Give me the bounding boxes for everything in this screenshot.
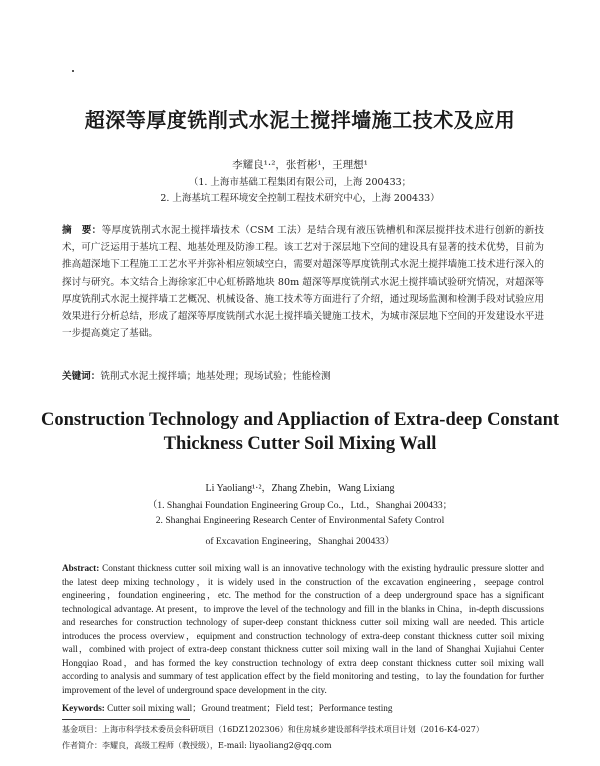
footnote-divider	[62, 719, 190, 720]
english-keywords-text: Cutter soil mixing wall；Ground treatment；Field test；Performance testing	[104, 703, 393, 713]
chinese-authors: 李耀良¹·²，张哲彬¹，王理想¹	[232, 159, 368, 171]
english-title-line-2: Thickness Cutter Soil Mixing Wall	[163, 434, 437, 454]
chinese-keywords	[62, 368, 544, 382]
chinese-keywords-label: 关键词：	[62, 371, 101, 382]
chinese-affiliation-1: （1. 上海市基础工程集团有限公司，上海 200433；	[188, 177, 412, 188]
english-abstract-text: Constant thickness cutter soil mixing wall is an innovative technology with the existing hydraulic pressure slotter and the latest deep mixing technology，it is widely used in the construction of the excavation engineering，seepage control engineering，foundation engineering，etc. The method for the construction of a deep underground space has a significant technological advantage. At present，to improve the level of the technology and fill in the blanks in China，in-depth discussions and researches for construction technology of super-deep constant thickness cutter soil mixing wall are needed. This article introduces the process overview，equipment and construction technology of extra-deep constant thickness cutter soil mixing wall，combined with project of extra-deep constant thickness cutter soil mixing wall in the land of Shanghai Xujiahui Center Hongqiao Road，and has formed the key construction technology of extra deep constant thickness cutter soil mixing wall according to analysis and summary of test application effect by the field monitoring and testing，to lay the foundation for further improvement of the level of underground space development in the city.	[62, 563, 544, 695]
chinese-abstract-label: 摘 要：	[62, 225, 102, 236]
chinese-affiliation-2: 2. 上海基坑工程环境安全控制工程技术研究中心，上海 200433）	[160, 193, 440, 204]
english-affiliation-3: of Excavation Engineering，Shanghai 200433）	[205, 536, 395, 547]
english-keywords-label: Keywords:	[62, 703, 105, 713]
english-abstract	[62, 562, 544, 697]
chinese-title: 超深等厚度铣削式水泥土搅拌墙施工技术及应用	[84, 108, 516, 132]
english-title-line-1: Construction Technology and Appliaction of Extra-deep Constant	[40, 410, 560, 430]
chinese-keywords-text: 铣削式水泥土搅拌墙；地基处理；现场试验；性能检测	[100, 371, 331, 382]
chinese-abstract-text: 等厚度铣削式水泥土搅拌墙技术（CSM 工法）是结合现有液压铣槽机和深层搅拌技术进行创新的新技术，可广泛运用于基坑工程、地基处理及防渗工程。该工艺对于深层地下空间的建设具有显著的技术优势，目前为推高超深地下工程施工工艺水平并弥补相应领域空白，需要对超深等厚度铣削式水泥土搅拌墙施工技术进行深入的探讨与研究。本文结合上海徐家汇中心虹桥路地块 80m 超深等厚度铣削式水泥土搅拌墙试验研究情况，对超深等厚度铣削式水泥土搅拌墙工艺概况、机械设备、施工技术等方面进行了介绍，通过现场监测和检测手段对试验应用效果进行分析总结，形成了超深等厚度铣削式水泥土搅拌墙关键施工技术，为城市深层地下空间的开发建设水平进一步提高奠定了基础。	[62, 225, 544, 340]
chinese-abstract	[62, 222, 544, 342]
english-affiliation-1: （1. Shanghai Foundation Engineering Group Co.，Ltd.，Shanghai 200433；	[147, 500, 453, 511]
english-keywords	[62, 700, 544, 714]
english-affiliation-2: 2. Shanghai Engineering Research Center of Environmental Safety Control	[155, 515, 445, 526]
footnote-fund: 基金项目：上海市科学技术委员会科研项目（16DZ1202306）和住房城乡建设部科学技术项目计划（2016-K4-027）	[62, 725, 484, 734]
english-authors: Li Yaoliang¹·²，Zhang Zhebin，Wang Lixiang	[205, 483, 395, 494]
footnote-author: 作者简介：李耀良，高级工程师（教授级），E-mail: liyaoliang2@qq.com	[62, 741, 332, 750]
scan-mark	[72, 70, 74, 72]
english-abstract-label: Abstract:	[62, 563, 100, 573]
